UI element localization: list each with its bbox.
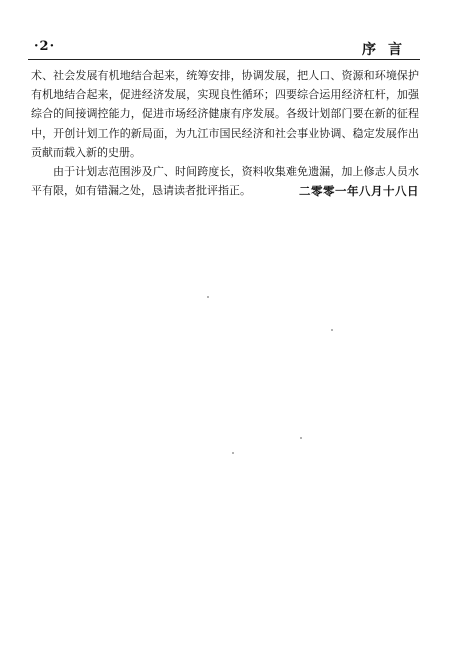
section-title: 序言 bbox=[362, 42, 414, 58]
signature-date: 二零零一年八月十八日 bbox=[299, 184, 419, 198]
scan-speck bbox=[232, 452, 234, 454]
scan-speck bbox=[331, 329, 333, 331]
page-header bbox=[28, 39, 418, 57]
header-rule bbox=[28, 59, 420, 60]
page-number: ·2· bbox=[34, 39, 56, 54]
body-text bbox=[31, 66, 419, 200]
paragraph-closing: 由于计划志范围涉及广、时间跨度长，资料收集难免遗漏，加上修志人员水平有限，如有错漏之处，恳请读者批评指正。 bbox=[31, 165, 419, 198]
paragraph-continued: 术、社会发展有机地结合起来，统筹安排，协调发展，把人口、资源和环境保护有机地结合起来，促进经济发展，实现良性循环；四要综合运用经济杠杆，加强综合的间接调控能力，促进市场经济健康有序发展。各级计划部门要在新的征程中，开创计划工作的新局面，为九江市国民经济和社会事业协调、稳定发展作出贡献而载入新的史册。 bbox=[31, 69, 419, 159]
scan-speck bbox=[207, 296, 209, 298]
scan-speck bbox=[300, 437, 302, 439]
